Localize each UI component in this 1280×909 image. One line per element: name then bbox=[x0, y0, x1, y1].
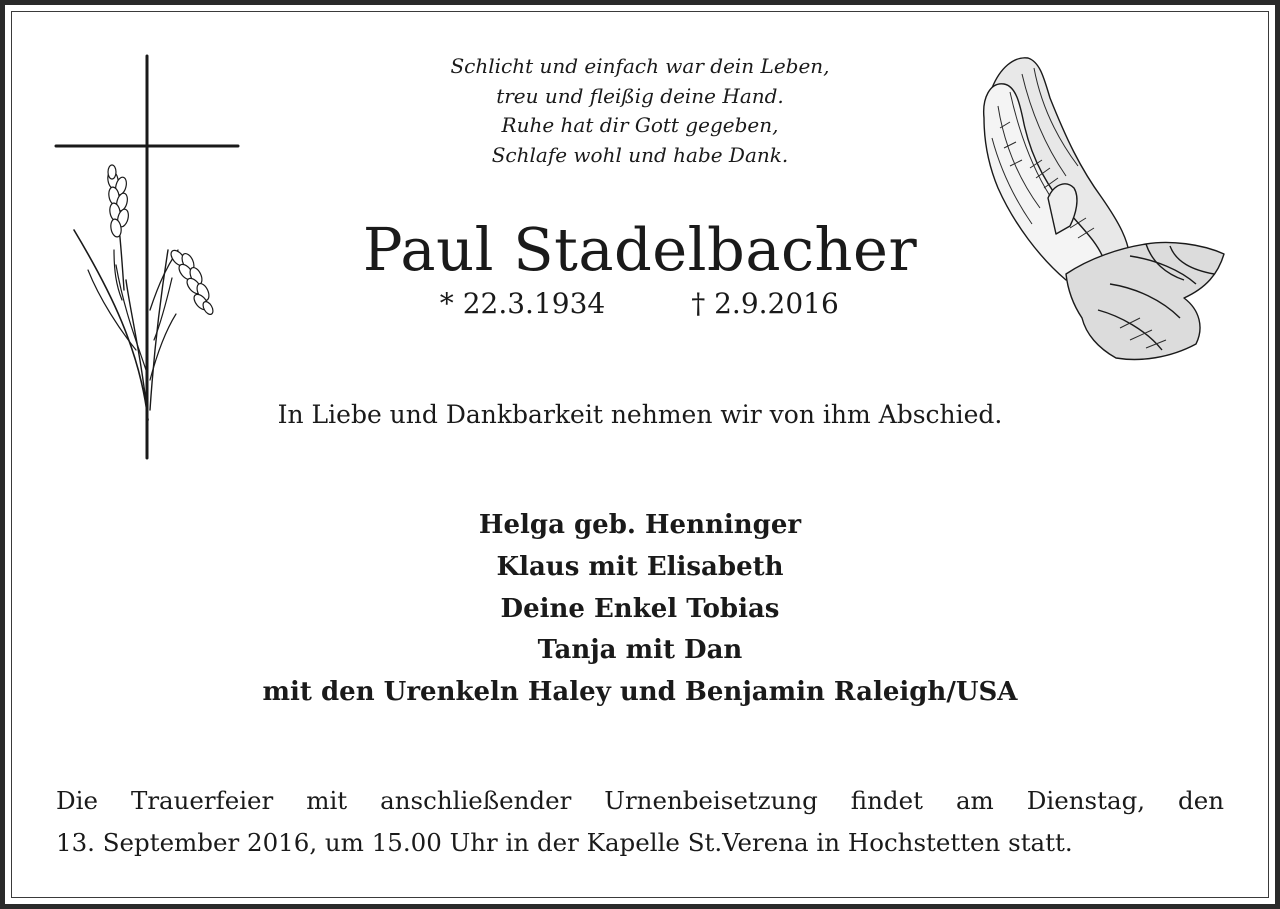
mourners-list bbox=[200, 505, 1080, 714]
mourner-line: Tanja mit Dan bbox=[537, 635, 743, 666]
verse-line: Schlafe wohl und habe Dank. bbox=[491, 142, 789, 167]
farewell-text: In Liebe und Dankbarkeit nehmen wir von ihm Abschied. bbox=[277, 400, 1003, 429]
mourner-line: Deine Enkel Tobias bbox=[500, 593, 780, 624]
verse-line: treu und fleißig deine Hand. bbox=[496, 83, 784, 108]
mourner-line: mit den Urenkeln Haley und Benjamin Raleigh/USA bbox=[262, 677, 1018, 708]
birth-date: * 22.3.1934 bbox=[439, 287, 606, 320]
service-announcement bbox=[56, 780, 1224, 864]
memorial-verse bbox=[340, 52, 940, 170]
service-line-1: Die Trauerfeier mit anschließender Urnenbeisetzung findet am Dienstag, den bbox=[56, 786, 1224, 815]
mourner-line: Klaus mit Elisabeth bbox=[496, 551, 784, 582]
deceased-name: Paul Stadelbacher bbox=[362, 215, 918, 284]
mourner-line: Helga geb. Henninger bbox=[478, 510, 802, 540]
verse-line: Schlicht und einfach war dein Leben, bbox=[450, 54, 830, 78]
praying-hands-icon bbox=[970, 48, 1235, 370]
verse-line: Ruhe hat dir Gott gegeben, bbox=[501, 113, 779, 137]
death-date: † 2.9.2016 bbox=[691, 287, 839, 320]
service-line-2: 13. September 2016, um 15.00 Uhr in der Kapelle St.Verena in Hochstetten statt. bbox=[56, 828, 1073, 857]
